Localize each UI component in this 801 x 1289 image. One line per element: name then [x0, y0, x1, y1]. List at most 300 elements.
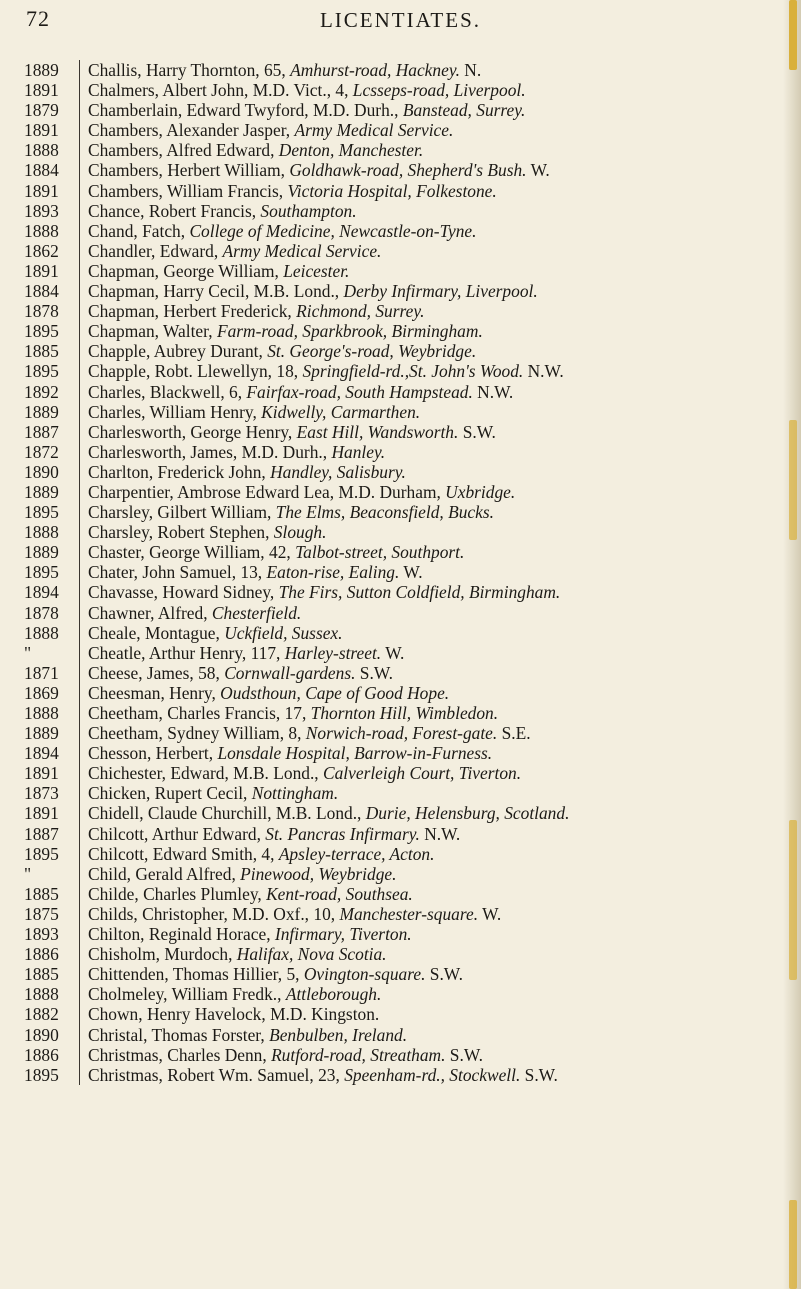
list-item — [0, 803, 801, 823]
entry-year: 1889 — [24, 481, 59, 502]
list-item — [0, 723, 801, 743]
entry-district: N.W. — [472, 381, 514, 402]
entry-name: Chambers, William Francis, — [88, 180, 288, 201]
entry-name: Chilton, Reginald Horace, — [88, 924, 275, 945]
column-rule — [79, 603, 80, 623]
column-rule — [79, 281, 80, 301]
entry-text — [88, 864, 779, 884]
entry-address: Derby Infirmary, Liverpool. — [343, 281, 538, 302]
column-rule — [79, 361, 80, 381]
entry-name: Chavasse, Howard Sidney, — [88, 582, 279, 603]
list-item — [0, 542, 801, 562]
entry-text — [88, 944, 779, 964]
entry-name: Cholmeley, William Fredk., — [88, 984, 286, 1005]
entry-text — [88, 623, 779, 643]
entry-district: N.W. — [419, 823, 461, 844]
list-item — [0, 844, 801, 864]
entry-name: Chapman, Harry Cecil, M.B. Lond., — [88, 281, 344, 302]
entry-name: Charsley, Robert Stephen, — [88, 522, 274, 543]
entry-year: 1888 — [24, 984, 59, 1005]
entry-name: Chesson, Herbert, — [88, 743, 218, 764]
list-item — [0, 904, 801, 924]
list-item — [0, 884, 801, 904]
column-rule — [79, 984, 80, 1004]
entry-address: Banstead, Surrey. — [402, 100, 526, 121]
list-item — [0, 663, 801, 683]
entry-year: 1889 — [24, 542, 59, 563]
entry-text — [88, 482, 779, 502]
column-rule — [79, 301, 80, 321]
column-rule — [79, 743, 80, 763]
entry-year: 1888 — [24, 622, 59, 643]
column-rule — [79, 422, 80, 442]
column-rule — [79, 723, 80, 743]
list-item — [0, 361, 801, 381]
entry-year: 1895 — [24, 502, 59, 523]
entry-text — [88, 984, 779, 1004]
entry-name: Charles, William Henry, — [88, 401, 262, 422]
column-rule — [79, 944, 80, 964]
entry-address: Slough. — [273, 522, 327, 543]
entry-address: St. George's-road, Weybridge. — [267, 341, 477, 362]
entry-address: Fairfax-road, South Hampstead. — [246, 381, 473, 402]
entry-name: Charlesworth, George Henry, — [88, 421, 297, 442]
column-rule — [79, 1004, 80, 1024]
entry-text — [88, 181, 779, 201]
entry-address: Denton, Manchester. — [278, 140, 424, 161]
entry-year: 1895 — [24, 321, 59, 342]
list-item — [0, 1065, 801, 1085]
column-rule — [79, 844, 80, 864]
entry-name: Chichester, Edward, M.B. Lond., — [88, 763, 324, 784]
entry-address: Benbulben, Ireland. — [269, 1024, 408, 1045]
entry-year: 1895 — [24, 843, 59, 864]
entry-year: 1893 — [24, 200, 59, 221]
entry-text — [88, 341, 779, 361]
entry-text — [88, 562, 779, 582]
entry-year: 1875 — [24, 903, 59, 924]
entry-text — [88, 1065, 779, 1085]
entry-year: 1891 — [24, 763, 59, 784]
entry-year: 1886 — [24, 944, 59, 965]
list-item — [0, 80, 801, 100]
entry-text — [88, 160, 779, 180]
entry-address: Oudsthoun, Cape of Good Hope. — [220, 682, 450, 703]
column-rule — [79, 382, 80, 402]
entry-year: 1894 — [24, 582, 59, 603]
entry-year: 1887 — [24, 823, 59, 844]
entry-text — [88, 120, 779, 140]
entry-address: Army Medical Service. — [222, 240, 382, 261]
entry-district: S.E. — [497, 723, 531, 744]
entry-name: Chambers, Herbert William, — [88, 160, 290, 181]
column-rule — [79, 522, 80, 542]
entry-text — [88, 281, 779, 301]
entry-year: 1890 — [24, 461, 59, 482]
page-number: 72 — [26, 6, 50, 31]
list-item — [0, 603, 801, 623]
entry-district: W. — [399, 562, 423, 583]
column-rule — [79, 100, 80, 120]
column-rule — [79, 763, 80, 783]
entry-text — [88, 904, 779, 924]
entry-name: Chidell, Claude Churchill, M.B. Lond., — [88, 803, 366, 824]
entry-text — [88, 803, 779, 823]
column-rule — [79, 80, 80, 100]
list-item — [0, 944, 801, 964]
entry-text — [88, 743, 779, 763]
entry-name: Chisholm, Murdoch, — [88, 944, 237, 965]
entry-name: Chapman, Walter, — [88, 321, 217, 342]
entry-name: Chittenden, Thomas Hillier, 5, — [88, 964, 304, 985]
list-item — [0, 582, 801, 602]
entry-name: Chapman, George William, — [88, 260, 284, 281]
entry-name: Cheatle, Arthur Henry, 117, — [88, 642, 285, 663]
entry-text — [88, 1004, 779, 1024]
column-rule — [79, 341, 80, 361]
entry-year: 1888 — [24, 140, 59, 161]
entry-text — [88, 964, 779, 984]
running-head: LICENTIATES. — [319, 8, 482, 32]
entry-address: Chesterfield. — [211, 602, 302, 623]
page-edge-tab — [789, 0, 797, 70]
entry-address: Cornwall-gardens. — [224, 662, 356, 683]
entry-address: Halifax, Nova Scotia. — [236, 944, 387, 965]
list-item — [0, 562, 801, 582]
entry-text — [88, 221, 779, 241]
entry-address: The Elms, Beaconsfield, Bucks. — [275, 502, 494, 523]
entry-name: Cheale, Montague, — [88, 622, 225, 643]
entry-address: Goldhawk-road, Shepherd's Bush. — [289, 160, 527, 181]
column-rule — [79, 482, 80, 502]
entry-name: Chapple, Robt. Llewellyn, 18, — [88, 361, 303, 382]
column-rule — [79, 562, 80, 582]
entry-name: Chapman, Herbert Frederick, — [88, 301, 297, 322]
entry-year: 1894 — [24, 743, 59, 764]
entry-text — [88, 783, 779, 803]
entry-year: 1872 — [24, 441, 59, 462]
list-item — [0, 341, 801, 361]
entry-year: 1891 — [24, 803, 59, 824]
column-rule — [79, 140, 80, 160]
entry-address: Talbot-street, Southport. — [295, 542, 465, 563]
list-item — [0, 623, 801, 643]
column-rule — [79, 803, 80, 823]
list-item — [0, 502, 801, 522]
page-edge-tab — [789, 820, 797, 980]
column-rule — [79, 683, 80, 703]
entry-year: 1886 — [24, 1044, 59, 1065]
entry-text — [88, 1025, 779, 1045]
entry-address: Richmond, Surrey. — [296, 301, 425, 322]
column-rule — [79, 663, 80, 683]
entry-year: 1891 — [24, 80, 59, 101]
entry-address: Kent-road, Southsea. — [266, 883, 413, 904]
entry-address: Kidwelly, Carmarthen. — [261, 401, 421, 422]
entry-name: Chapple, Aubrey Durant, — [88, 341, 268, 362]
entry-name: Chilcott, Edward Smith, 4, — [88, 843, 279, 864]
column-rule — [79, 884, 80, 904]
entry-name: Challis, Harry Thornton, 65, — [88, 60, 291, 80]
entry-address: Uxbridge. — [445, 481, 516, 502]
entry-year: 1885 — [24, 964, 59, 985]
entry-name: Chown, Henry Havelock, M.D. Kingston. — [88, 1004, 380, 1025]
entry-year: 1891 — [24, 260, 59, 281]
entry-address: Durie, Helensburg, Scotland. — [365, 803, 570, 824]
column-rule — [79, 904, 80, 924]
entry-address: Calverleigh Court, Tiverton. — [323, 763, 522, 784]
entry-district: W. — [381, 642, 405, 663]
entry-address: Lcsseps-road, Liverpool. — [352, 80, 526, 101]
entry-district: S.W. — [520, 1064, 558, 1085]
entry-address: Amhurst-road, Hackney. — [290, 60, 460, 80]
entry-address: Southampton. — [260, 200, 357, 221]
entry-name: Chamberlain, Edward Twyford, M.D. Durh., — [88, 100, 403, 121]
entry-address: Thornton Hill, Wimbledon. — [310, 703, 499, 723]
entry-text — [88, 703, 779, 723]
entry-text — [88, 763, 779, 783]
list-item — [0, 462, 801, 482]
entry-year: 1895 — [24, 361, 59, 382]
entry-name: Chaster, George William, 42, — [88, 542, 296, 563]
list-item — [0, 221, 801, 241]
entry-text — [88, 382, 779, 402]
list-item — [0, 783, 801, 803]
column-rule — [79, 643, 80, 663]
entry-name: Cheetham, Sydney William, 8, — [88, 723, 306, 744]
entry-address: Attleborough. — [285, 984, 382, 1005]
entry-address: Apsley-terrace, Acton. — [278, 843, 435, 864]
entry-year: 1887 — [24, 421, 59, 442]
entry-year: 1893 — [24, 924, 59, 945]
entry-text — [88, 60, 779, 80]
entry-address: Hanley. — [331, 441, 386, 462]
column-rule — [79, 261, 80, 281]
entry-address: Speenham-rd., Stockwell. — [344, 1064, 521, 1085]
entry-year: 1892 — [24, 381, 59, 402]
entry-year: 1890 — [24, 1024, 59, 1045]
entry-address: Harley-street. — [284, 642, 382, 663]
list-item — [0, 743, 801, 763]
entry-text — [88, 1045, 779, 1065]
entry-year: 1888 — [24, 522, 59, 543]
entry-year: 1891 — [24, 180, 59, 201]
list-item — [0, 703, 801, 723]
entry-text — [88, 582, 779, 602]
list-item — [0, 1045, 801, 1065]
entry-name: Chater, John Samuel, 13, — [88, 562, 267, 583]
entry-name: Child, Gerald Alfred, — [88, 863, 241, 884]
column-rule — [79, 703, 80, 723]
column-rule — [79, 181, 80, 201]
column-rule — [79, 442, 80, 462]
column-rule — [79, 783, 80, 803]
entry-text — [88, 442, 779, 462]
entry-year: 1889 — [24, 723, 59, 744]
entry-year: 1895 — [24, 1064, 59, 1085]
entry-year: 1878 — [24, 602, 59, 623]
list-item — [0, 924, 801, 944]
column-rule — [79, 462, 80, 482]
entry-district: S.W. — [355, 662, 393, 683]
entry-year: " — [24, 863, 32, 884]
list-item — [0, 241, 801, 261]
entry-year: 1862 — [24, 240, 59, 261]
list-item — [0, 120, 801, 140]
entry-district: W. — [526, 160, 550, 181]
entry-text — [88, 402, 779, 422]
list-item — [0, 261, 801, 281]
entry-name: Charlton, Frederick John, — [88, 461, 271, 482]
list-item — [0, 402, 801, 422]
column-rule — [79, 321, 80, 341]
entry-year: 1885 — [24, 883, 59, 904]
entry-name: Chance, Robert Francis, — [88, 200, 261, 221]
entry-year: 1891 — [24, 120, 59, 141]
column-rule — [79, 582, 80, 602]
entry-text — [88, 201, 779, 221]
column-rule — [79, 241, 80, 261]
entry-year: 1885 — [24, 341, 59, 362]
list-item — [0, 321, 801, 341]
column-rule — [79, 502, 80, 522]
entry-address: Lonsdale Hospital, Barrow-in-Furness. — [217, 743, 493, 764]
entry-text — [88, 321, 779, 341]
entry-name: Charles, Blackwell, 6, — [88, 381, 247, 402]
column-rule — [79, 924, 80, 944]
list-item — [0, 382, 801, 402]
entry-name: Christal, Thomas Forster, — [88, 1024, 270, 1045]
entry-address: Handley, Salisbury. — [270, 461, 406, 482]
entry-text — [88, 603, 779, 623]
entry-address: Ovington-square. — [303, 964, 426, 985]
entry-text — [88, 261, 779, 281]
entry-year: 1879 — [24, 100, 59, 121]
list-item — [0, 100, 801, 120]
entry-district: S.W. — [445, 1044, 483, 1065]
entry-text — [88, 140, 779, 160]
entry-year: 1888 — [24, 220, 59, 241]
entry-text — [88, 241, 779, 261]
entry-address: Pinewood, Weybridge. — [240, 863, 397, 884]
entry-address: Springfield-rd.,St. John's Wood. — [302, 361, 524, 382]
entry-district: W. — [478, 903, 502, 924]
list-item — [0, 482, 801, 502]
list-item — [0, 864, 801, 884]
entry-address: Leicester. — [283, 260, 350, 281]
list-item — [0, 281, 801, 301]
entry-address: Rutford-road, Streatham. — [271, 1044, 446, 1065]
column-rule — [79, 964, 80, 984]
entry-text — [88, 422, 779, 442]
entry-year: 1895 — [24, 562, 59, 583]
entry-text — [88, 361, 779, 381]
list-item — [0, 824, 801, 844]
entry-name: Cheesman, Henry, — [88, 682, 221, 703]
column-rule — [79, 1045, 80, 1065]
entry-address: East Hill, Wandsworth. — [296, 421, 459, 442]
list-item — [0, 422, 801, 442]
entry-name: Cheetham, Charles Francis, 17, — [88, 703, 311, 723]
entry-name: Childs, Christopher, M.D. Oxf., 10, — [88, 903, 340, 924]
list-item — [0, 1025, 801, 1045]
entry-district: N. — [459, 60, 482, 80]
entry-name: Childe, Charles Plumley, — [88, 883, 267, 904]
licentiates-list — [0, 60, 801, 1085]
list-item — [0, 643, 801, 663]
list-item — [0, 964, 801, 984]
list-item — [0, 763, 801, 783]
entry-address: Infirmary, Tiverton. — [274, 924, 412, 945]
list-item — [0, 201, 801, 221]
entry-year: 1889 — [24, 401, 59, 422]
entry-name: Charpentier, Ambrose Edward Lea, M.D. Durham, — [88, 481, 446, 502]
list-item — [0, 140, 801, 160]
entry-name: Chambers, Alexander Jasper, — [88, 120, 295, 141]
list-item — [0, 1004, 801, 1024]
entry-address: Eaton-rise, Ealing. — [266, 562, 400, 583]
column-rule — [79, 623, 80, 643]
entry-text — [88, 723, 779, 743]
page-edge-tab — [789, 1200, 797, 1289]
entry-year: 1882 — [24, 1004, 59, 1025]
entry-year: 1889 — [24, 60, 59, 80]
entry-text — [88, 301, 779, 321]
page-edge-shadow — [783, 0, 801, 1289]
entry-text — [88, 884, 779, 904]
entry-text — [88, 522, 779, 542]
column-rule — [79, 120, 80, 140]
entry-name: Chalmers, Albert John, M.D. Vict., 4, — [88, 80, 353, 101]
entry-name: Chawner, Alfred, — [88, 602, 212, 623]
entry-year: 1871 — [24, 662, 59, 683]
list-item — [0, 442, 801, 462]
entry-name: Chambers, Alfred Edward, — [88, 140, 279, 161]
entry-text — [88, 643, 779, 663]
entry-address: Victoria Hospital, Folkestone. — [287, 180, 497, 201]
entry-address: Farm-road, Sparkbrook, Birmingham. — [216, 321, 483, 342]
entry-name: Chicken, Rupert Cecil, — [88, 783, 252, 804]
list-item — [0, 683, 801, 703]
entry-address: Norwich-road, Forest-gate. — [305, 723, 498, 744]
column-rule — [79, 1065, 80, 1085]
entry-year: 1884 — [24, 281, 59, 302]
entry-name: Charlesworth, James, M.D. Durh., — [88, 441, 332, 462]
list-item — [0, 181, 801, 201]
page-edge-tab — [789, 420, 797, 540]
column-rule — [79, 60, 80, 80]
entry-address: Uckfield, Sussex. — [224, 622, 343, 643]
column-rule — [79, 542, 80, 562]
entry-district: S.W. — [425, 964, 463, 985]
entry-text — [88, 462, 779, 482]
entry-year: 1869 — [24, 682, 59, 703]
entry-address: The Firs, Sutton Coldfield, Birmingham. — [278, 582, 561, 603]
list-item — [0, 160, 801, 180]
column-rule — [79, 864, 80, 884]
entry-address: Manchester-square. — [339, 903, 479, 924]
entry-name: Chilcott, Arthur Edward, — [88, 823, 266, 844]
entry-text — [88, 844, 779, 864]
column-rule — [79, 402, 80, 422]
column-rule — [79, 160, 80, 180]
entry-year: 1878 — [24, 301, 59, 322]
entry-name: Cheese, James, 58, — [88, 662, 225, 683]
entry-name: Chand, Fatch, — [88, 220, 190, 241]
entry-address: College of Medicine, Newcastle-on-Tyne. — [189, 220, 477, 241]
entry-text — [88, 80, 779, 100]
column-rule — [79, 824, 80, 844]
